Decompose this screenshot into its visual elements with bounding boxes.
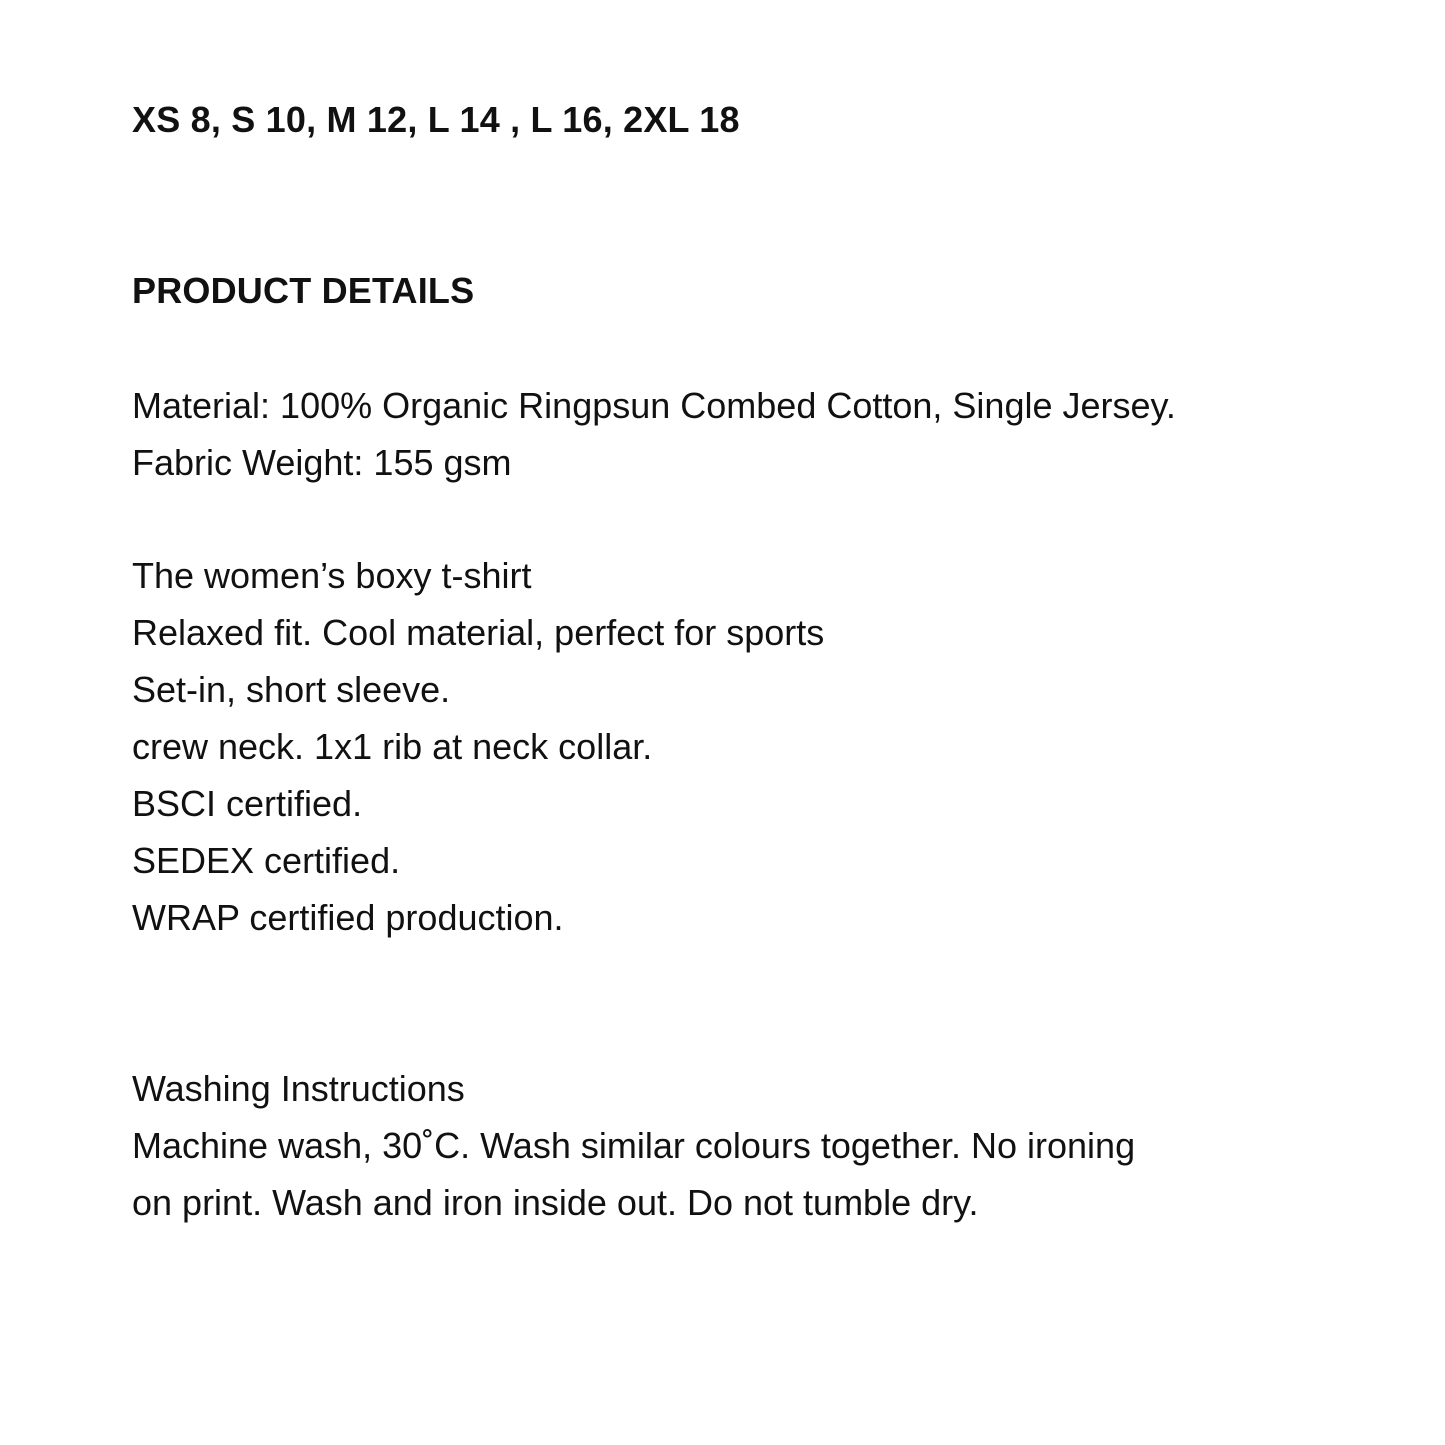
- feature-line: crew neck. 1x1 rib at neck collar.: [132, 726, 653, 767]
- washing-instructions-title: Washing Instructions: [132, 1068, 465, 1109]
- feature-line: SEDEX certified.: [132, 840, 401, 881]
- feature-line: WRAP certified production.: [132, 897, 564, 938]
- washing-instructions-block: [132, 1060, 1135, 1231]
- feature-line: BSCI certified.: [132, 783, 363, 824]
- product-details-heading: PRODUCT DETAILS: [132, 270, 475, 311]
- material-block: [132, 377, 1176, 491]
- features-block: [132, 547, 824, 946]
- size-chart-line: XS 8, S 10, M 12, L 14 , L 16, 2XL 18: [132, 99, 740, 140]
- feature-line: Set-in, short sleeve.: [132, 669, 451, 710]
- fabric-weight-line: Fabric Weight: 155 gsm: [132, 442, 512, 483]
- washing-instructions-line: on print. Wash and iron inside out. Do not tumble dry.: [132, 1182, 979, 1223]
- feature-line: The women’s boxy t-shirt: [132, 555, 532, 596]
- washing-instructions-line: Machine wash, 30˚C. Wash similar colours together. No ironing: [132, 1125, 1136, 1166]
- feature-line: Relaxed fit. Cool material, perfect for sports: [132, 612, 825, 653]
- material-line: Material: 100% Organic Ringpsun Combed Cotton, Single Jersey.: [132, 385, 1176, 426]
